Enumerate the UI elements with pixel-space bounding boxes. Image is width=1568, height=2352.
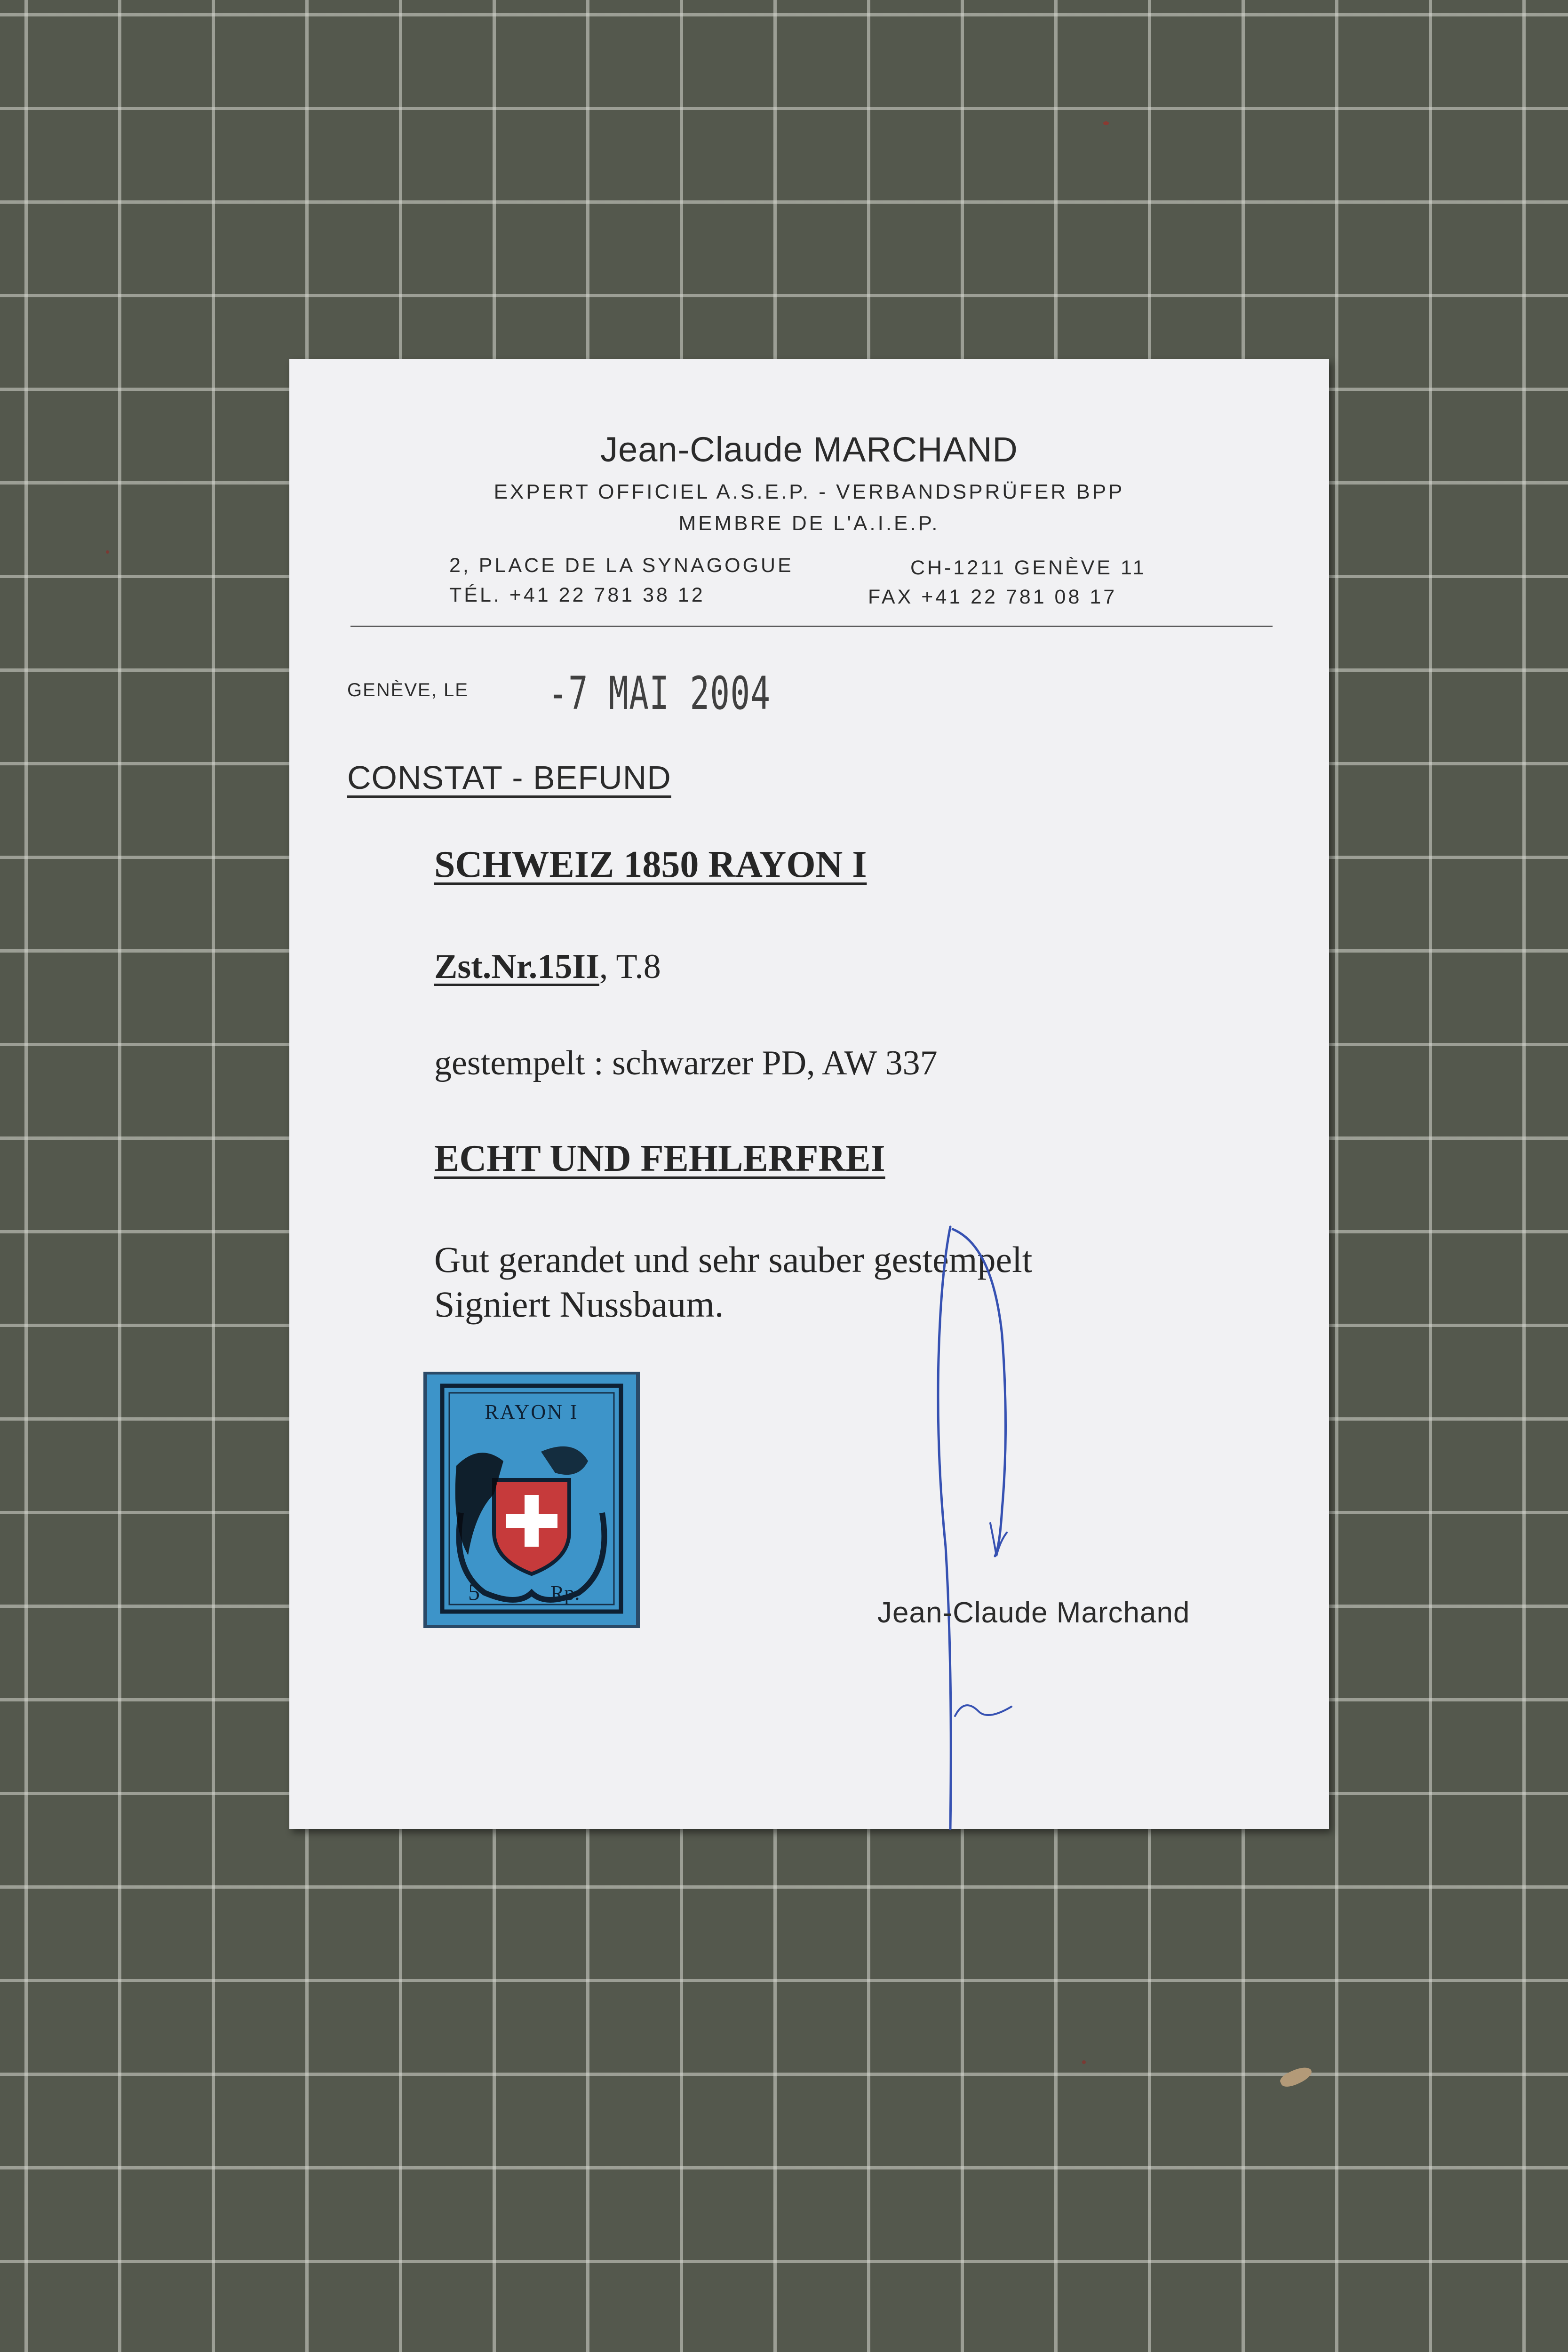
expert-certificate	[289, 359, 1329, 1829]
handwritten-signature	[875, 1217, 1073, 1838]
fax-line: FAX +41 22 781 08 17	[868, 586, 1117, 608]
signature-stroke	[938, 1227, 951, 1829]
membership-line: MEMBRE DE L'A.I.E.P.	[678, 512, 940, 535]
cancellation-line: gestempelt : schwarzer PD, AW 337	[434, 1044, 938, 1082]
signature-stroke	[955, 1705, 1011, 1716]
expert-title: EXPERT OFFICIEL A.S.E.P. - VERBANDSPRÜFER BPP	[493, 480, 1125, 503]
signer-name: Jean-Claude Marchand	[877, 1597, 1190, 1629]
background-speck	[1103, 121, 1109, 125]
background-speck	[1082, 2060, 1086, 2064]
city-line: CH-1211 GENÈVE 11	[910, 556, 1146, 579]
header-divider	[350, 626, 1273, 627]
telephone-line: TÉL. +41 22 781 38 12	[449, 584, 705, 606]
document-type-heading: CONSTAT - BEFUND	[347, 759, 671, 796]
signature-stroke	[953, 1229, 1006, 1556]
stamp-title: SCHWEIZ 1850 RAYON I	[434, 844, 867, 885]
stamp-image	[423, 1372, 640, 1628]
remark-line: Gut gerandet und sehr sauber gestempelt	[434, 1239, 1033, 1280]
address-line: 2, PLACE DE LA SYNAGOGUE	[449, 554, 794, 577]
cross-horizontal	[506, 1514, 557, 1528]
stamp-value-right: Rp.	[550, 1581, 580, 1605]
background-speck	[1278, 2064, 1314, 2090]
date-stamp: -7 MAI 2004	[548, 667, 771, 720]
background-speck	[106, 550, 109, 554]
catalog-row	[434, 947, 661, 987]
place-label: GENÈVE, LE	[347, 680, 469, 700]
catalog-number: Zst.Nr.15II	[434, 947, 599, 986]
verdict: ECHT UND FEHLERFREI	[434, 1138, 885, 1179]
stamp-top-text: RAYON I	[485, 1400, 579, 1423]
expert-name: Jean-Claude MARCHAND	[600, 430, 1018, 469]
stamp-value-left: 5	[468, 1579, 480, 1605]
catalog-suffix: , T.8	[599, 947, 661, 986]
remark-line: Signiert Nussbaum.	[434, 1284, 724, 1325]
